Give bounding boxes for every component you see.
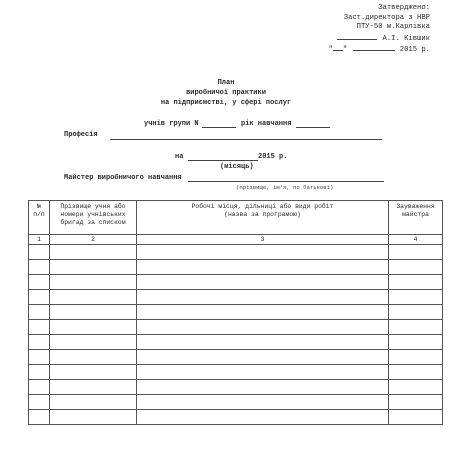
approval-date-line: " " 2015 р.	[328, 46, 430, 55]
table-cell[interactable]	[29, 260, 50, 275]
table-cell[interactable]	[50, 395, 137, 410]
table-cell[interactable]	[389, 410, 443, 425]
table-cell[interactable]	[389, 395, 443, 410]
table-cell[interactable]	[389, 335, 443, 350]
column-number: 1	[29, 235, 50, 245]
table-cell[interactable]	[50, 275, 137, 290]
plan-scope: на підприємстві, у сфері послуг	[160, 99, 292, 107]
table-header-row	[29, 201, 443, 235]
table-cell[interactable]	[29, 305, 50, 320]
master-hint: (прізвище, ім'я, по батькові)	[236, 184, 334, 191]
approval-year: 2015 р.	[399, 46, 430, 55]
table-cell[interactable]	[137, 320, 389, 335]
table-row[interactable]	[29, 410, 443, 425]
table-cell[interactable]	[50, 245, 137, 260]
table-cell[interactable]	[389, 350, 443, 365]
table-cell[interactable]	[29, 245, 50, 260]
table-cell[interactable]	[50, 350, 137, 365]
table-cell[interactable]	[50, 290, 137, 305]
profession-label: Професія	[64, 131, 98, 139]
profession-field[interactable]	[110, 139, 382, 140]
table-cell[interactable]	[50, 410, 137, 425]
table-row[interactable]	[29, 260, 443, 275]
table-cell[interactable]	[137, 395, 389, 410]
table-cell[interactable]	[389, 260, 443, 275]
table-cell[interactable]	[137, 245, 389, 260]
table-cell[interactable]	[389, 380, 443, 395]
column-number: 4	[389, 235, 443, 245]
table-cell[interactable]	[29, 380, 50, 395]
table-cell[interactable]	[137, 305, 389, 320]
table-cell[interactable]	[50, 305, 137, 320]
month-year: 2015 р.	[258, 153, 288, 161]
table-row[interactable]	[29, 365, 443, 380]
table-cell[interactable]	[50, 380, 137, 395]
table-cell[interactable]	[137, 380, 389, 395]
table-cell[interactable]	[137, 290, 389, 305]
header-student-names: Прізвище учня або номери учнівських бригад за списком	[50, 201, 137, 235]
table-cell[interactable]	[29, 410, 50, 425]
study-year-label: рік навчання	[241, 120, 292, 128]
approval-block	[328, 4, 430, 56]
header-remarks: Зауваження майстра	[389, 201, 443, 235]
practice-plan-table	[28, 200, 443, 425]
approval-school: ПТУ-50 м.Карлівка	[356, 23, 430, 32]
table-cell[interactable]	[29, 365, 50, 380]
table-cell[interactable]	[389, 305, 443, 320]
month-hint: (місяць)	[220, 163, 254, 171]
column-number: 2	[50, 235, 137, 245]
table-cell[interactable]	[29, 290, 50, 305]
group-number-field[interactable]	[202, 127, 236, 128]
table-row[interactable]	[29, 245, 443, 260]
table-cell[interactable]	[29, 335, 50, 350]
plan-subtitle: виробничої практики	[186, 89, 266, 97]
header-work-places: Робочі місця, дільниці або види робіт (назва за програмою)	[137, 201, 389, 235]
table-cell[interactable]	[137, 365, 389, 380]
table-cell[interactable]	[389, 275, 443, 290]
table-cell[interactable]	[389, 245, 443, 260]
table-cell[interactable]	[389, 365, 443, 380]
table-cell[interactable]	[50, 335, 137, 350]
table-cell[interactable]	[50, 365, 137, 380]
table-cell[interactable]	[389, 320, 443, 335]
table-cell[interactable]	[29, 350, 50, 365]
table-row[interactable]	[29, 290, 443, 305]
table-row[interactable]	[29, 305, 443, 320]
table-cell[interactable]	[389, 290, 443, 305]
study-year-field[interactable]	[296, 127, 330, 128]
table-cell[interactable]	[137, 275, 389, 290]
table-cell[interactable]	[50, 260, 137, 275]
month-field[interactable]	[188, 160, 258, 161]
table-cell[interactable]	[29, 320, 50, 335]
header-num: № п/п	[29, 201, 50, 235]
table-row[interactable]	[29, 395, 443, 410]
table-column-numbers	[29, 235, 443, 245]
column-number: 3	[137, 235, 389, 245]
approval-title: Затверджено:	[378, 4, 430, 12]
table-cell[interactable]	[137, 350, 389, 365]
approval-position: Заст.директора з НВР	[343, 13, 430, 22]
table-row[interactable]	[29, 380, 443, 395]
plan-title: План	[217, 79, 235, 87]
table-cell[interactable]	[50, 320, 137, 335]
table-row[interactable]	[29, 275, 443, 290]
on-label: на	[175, 153, 184, 161]
table-cell[interactable]	[29, 275, 50, 290]
table-row[interactable]	[29, 320, 443, 335]
table-cell[interactable]	[137, 410, 389, 425]
approval-signer-name: А.І. Ківшик	[382, 34, 430, 43]
table-cell[interactable]	[137, 335, 389, 350]
table-cell[interactable]	[29, 395, 50, 410]
table-row[interactable]	[29, 335, 443, 350]
approval-signature-line	[328, 33, 430, 45]
table-cell[interactable]	[137, 260, 389, 275]
master-field[interactable]	[188, 181, 384, 182]
table-row[interactable]	[29, 350, 443, 365]
group-label: учнів групи N	[144, 120, 199, 128]
master-label: Майстер виробничого навчання	[64, 174, 182, 182]
